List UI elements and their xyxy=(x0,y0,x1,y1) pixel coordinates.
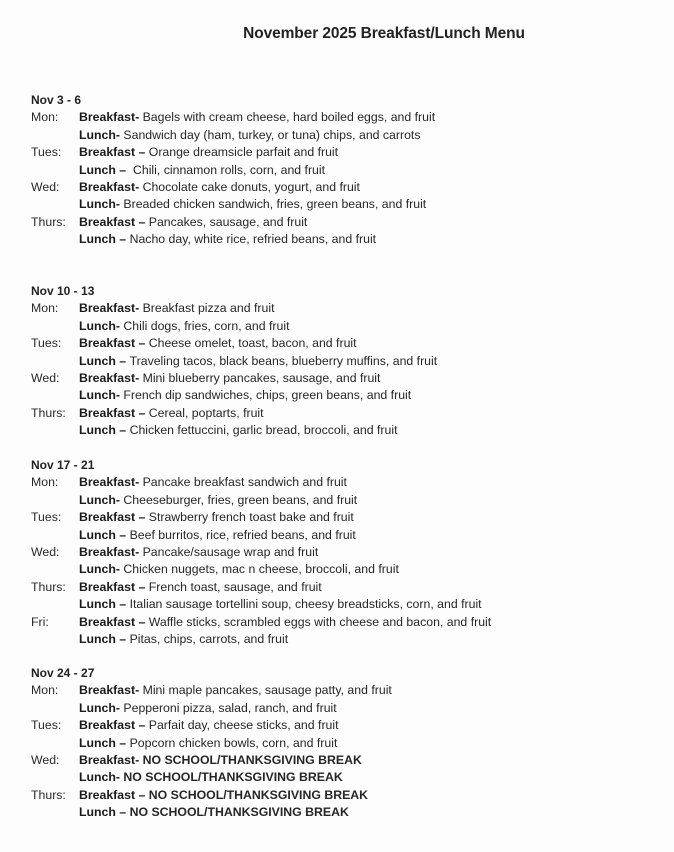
lunch-item: Pitas, chips, carrots, and fruit xyxy=(129,631,289,646)
lunch-row xyxy=(31,631,651,648)
lunch-item: Italian sausage tortellini soup, cheesy breadsticks, corn, and fruit xyxy=(129,597,482,612)
breakfast-label: Breakfast xyxy=(79,214,136,229)
lunch-label: Lunch xyxy=(79,197,116,212)
separator: - xyxy=(135,301,143,316)
breakfast-row xyxy=(31,752,651,769)
day-label: Thurs: xyxy=(31,787,66,802)
separator: - xyxy=(135,475,143,490)
breakfast-label: Breakfast xyxy=(79,683,136,698)
separator: – xyxy=(115,597,130,612)
lunch-item: Chili, cinnamon rolls, corn, and fruit xyxy=(132,162,326,177)
breakfast-item: Pancake breakfast sandwich and fruit xyxy=(142,475,347,490)
breakfast-row xyxy=(31,544,651,561)
lunch-row xyxy=(31,353,651,370)
separator: – xyxy=(115,162,133,177)
breakfast-row xyxy=(31,509,651,526)
separator: - xyxy=(115,492,124,507)
separator: – xyxy=(135,405,149,420)
separator: – xyxy=(135,145,149,160)
lunch-item: Beef burritos, rice, refried beans, and fruit xyxy=(129,527,356,542)
lunch-label: Lunch xyxy=(79,388,116,403)
separator: – xyxy=(115,423,130,438)
breakfast-row xyxy=(31,370,651,387)
lunch-label: Lunch xyxy=(79,770,116,785)
breakfast-row xyxy=(31,787,651,804)
lunch-row xyxy=(31,769,651,786)
lunch-item: Cheeseburger, fries, green beans, and fruit xyxy=(123,492,358,507)
breakfast-label: Breakfast xyxy=(79,336,136,351)
breakfast-label: Breakfast xyxy=(79,718,136,733)
lunch-item: NO SCHOOL/THANKSGIVING BREAK xyxy=(129,805,349,820)
breakfast-row xyxy=(31,579,651,596)
breakfast-label: Breakfast xyxy=(79,145,136,160)
breakfast-item: Mini blueberry pancakes, sausage, and fruit xyxy=(142,370,381,385)
lunch-item: Chicken nuggets, mac n cheese, broccoli, and fruit xyxy=(123,562,399,577)
breakfast-row xyxy=(31,214,651,231)
breakfast-row xyxy=(31,144,651,161)
separator: - xyxy=(135,544,143,559)
lunch-item: French dip sandwiches, chips, green beans, and fruit xyxy=(123,388,412,403)
lunch-item: Traveling tacos, black beans, blueberry muffins, and fruit xyxy=(129,353,438,368)
day-label: Mon: xyxy=(31,683,59,698)
separator: – xyxy=(135,787,149,802)
lunch-row xyxy=(31,735,651,752)
separator: – xyxy=(115,735,130,750)
lunch-label: Lunch xyxy=(79,527,116,542)
separator: - xyxy=(115,318,124,333)
lunch-row xyxy=(31,422,651,439)
day-label: Tues: xyxy=(31,510,62,525)
lunch-item: Pepperoni pizza, salad, ranch, and fruit xyxy=(123,700,337,715)
week-section-nov-3-6 xyxy=(31,92,651,249)
week-heading: Nov 10 - 13 xyxy=(31,284,95,298)
day-label: Thurs: xyxy=(31,405,66,420)
lunch-label: Lunch xyxy=(79,562,116,577)
breakfast-label: Breakfast xyxy=(79,787,136,802)
breakfast-row xyxy=(31,614,651,631)
week-heading: Nov 24 - 27 xyxy=(31,666,95,680)
breakfast-label: Breakfast xyxy=(79,405,136,420)
lunch-item: Sandwich day (ham, turkey, or tuna) chips, and carrots xyxy=(123,127,421,142)
breakfast-row xyxy=(31,109,651,126)
breakfast-label: Breakfast xyxy=(79,510,136,525)
lunch-item: Breaded chicken sandwich, fries, green beans, and fruit xyxy=(123,197,427,212)
week-heading: Nov 3 - 6 xyxy=(31,93,82,107)
lunch-row xyxy=(31,387,651,404)
breakfast-row xyxy=(31,335,651,352)
lunch-label: Lunch xyxy=(79,353,116,368)
breakfast-row xyxy=(31,717,651,734)
lunch-row xyxy=(31,527,651,544)
lunch-label: Lunch xyxy=(79,232,116,247)
breakfast-item: Strawberry french toast bake and fruit xyxy=(148,510,354,525)
breakfast-label: Breakfast xyxy=(79,370,136,385)
breakfast-row xyxy=(31,300,651,317)
separator: – xyxy=(115,527,130,542)
separator: – xyxy=(135,336,149,351)
separator: - xyxy=(135,370,143,385)
week-heading: Nov 17 - 21 xyxy=(31,458,95,472)
lunch-label: Lunch xyxy=(79,805,116,820)
lunch-row xyxy=(31,318,651,335)
breakfast-label: Breakfast xyxy=(79,752,136,767)
breakfast-item: Chocolate cake donuts, yogurt, and fruit xyxy=(142,179,360,194)
separator: - xyxy=(115,388,124,403)
lunch-label: Lunch xyxy=(79,700,116,715)
day-label: Wed: xyxy=(31,752,60,767)
lunch-item: NO SCHOOL/THANKSGIVING BREAK xyxy=(123,770,343,785)
lunch-label: Lunch xyxy=(79,127,116,142)
breakfast-item: NO SCHOOL/THANKSGIVING BREAK xyxy=(148,787,369,802)
separator: - xyxy=(135,179,143,194)
lunch-label: Lunch xyxy=(79,735,116,750)
day-label: Wed: xyxy=(31,544,60,559)
separator: – xyxy=(115,232,130,247)
day-label: Wed: xyxy=(31,179,60,194)
breakfast-label: Breakfast xyxy=(79,614,136,629)
lunch-item: Chicken fettuccini, garlic bread, broccoli, and fruit xyxy=(129,423,398,438)
lunch-row xyxy=(31,196,651,213)
week-section-nov-17-21 xyxy=(31,457,651,648)
day-label: Tues: xyxy=(31,145,62,160)
breakfast-item: Orange dreamsicle parfait and fruit xyxy=(148,145,339,160)
breakfast-label: Breakfast xyxy=(79,179,136,194)
breakfast-item: Mini maple pancakes, sausage patty, and fruit xyxy=(142,683,392,698)
separator: - xyxy=(115,562,124,577)
day-label: Thurs: xyxy=(31,214,66,229)
week-section-nov-10-13 xyxy=(31,283,651,440)
breakfast-item: Cheese omelet, toast, bacon, and fruit xyxy=(148,336,357,351)
separator: – xyxy=(115,631,130,646)
week-section-nov-24-27 xyxy=(31,665,651,822)
day-label: Mon: xyxy=(31,301,59,316)
lunch-item: Nacho day, white rice, refried beans, and fruit xyxy=(129,232,377,247)
breakfast-item: Pancake/sausage wrap and fruit xyxy=(142,544,319,559)
lunch-row xyxy=(31,162,651,179)
lunch-row xyxy=(31,231,651,248)
lunch-item: Chili dogs, fries, corn, and fruit xyxy=(123,318,290,333)
breakfast-row xyxy=(31,405,651,422)
separator: – xyxy=(115,353,130,368)
day-label: Fri: xyxy=(31,614,49,629)
breakfast-item: Waffle sticks, scrambled eggs with cheese and bacon, and fruit xyxy=(148,614,492,629)
lunch-label: Lunch xyxy=(79,631,116,646)
breakfast-item: Bagels with cream cheese, hard boiled eggs, and fruit xyxy=(142,110,436,125)
day-label: Thurs: xyxy=(31,579,66,594)
lunch-row xyxy=(31,561,651,578)
breakfast-item: Parfait day, cheese sticks, and fruit xyxy=(148,718,339,733)
breakfast-label: Breakfast xyxy=(79,301,136,316)
lunch-label: Lunch xyxy=(79,597,116,612)
breakfast-item: NO SCHOOL/THANKSGIVING BREAK xyxy=(142,752,362,767)
lunch-label: Lunch xyxy=(79,162,116,177)
day-label: Wed: xyxy=(31,370,60,385)
lunch-row xyxy=(31,127,651,144)
day-label: Tues: xyxy=(31,336,62,351)
breakfast-label: Breakfast xyxy=(79,110,136,125)
separator: - xyxy=(135,752,143,767)
separator: – xyxy=(115,805,130,820)
separator: - xyxy=(115,700,124,715)
day-label: Mon: xyxy=(31,110,59,125)
separator: - xyxy=(135,110,143,125)
breakfast-row xyxy=(31,179,651,196)
separator: – xyxy=(135,214,149,229)
separator: - xyxy=(115,197,124,212)
breakfast-item: Pancakes, sausage, and fruit xyxy=(148,214,308,229)
breakfast-item: Breakfast pizza and fruit xyxy=(142,301,275,316)
breakfast-label: Breakfast xyxy=(79,579,136,594)
lunch-label: Lunch xyxy=(79,492,116,507)
separator: - xyxy=(135,683,143,698)
separator: - xyxy=(115,127,124,142)
breakfast-item: Cereal, poptarts, fruit xyxy=(148,405,264,420)
separator: – xyxy=(135,614,149,629)
lunch-item: Popcorn chicken bowls, corn, and fruit xyxy=(129,735,338,750)
breakfast-row xyxy=(31,682,651,699)
breakfast-label: Breakfast xyxy=(79,475,136,490)
lunch-label: Lunch xyxy=(79,318,116,333)
separator: – xyxy=(135,579,149,594)
page-title: November 2025 Breakfast/Lunch Menu xyxy=(243,25,525,42)
lunch-row xyxy=(31,596,651,613)
breakfast-item: French toast, sausage, and fruit xyxy=(148,579,322,594)
lunch-label: Lunch xyxy=(79,423,116,438)
day-label: Mon: xyxy=(31,475,59,490)
breakfast-label: Breakfast xyxy=(79,544,136,559)
breakfast-row xyxy=(31,474,651,491)
separator: - xyxy=(115,770,124,785)
separator: – xyxy=(135,718,149,733)
day-label: Tues: xyxy=(31,718,62,733)
lunch-row xyxy=(31,804,651,821)
lunch-row xyxy=(31,700,651,717)
separator: – xyxy=(135,510,149,525)
lunch-row xyxy=(31,492,651,509)
